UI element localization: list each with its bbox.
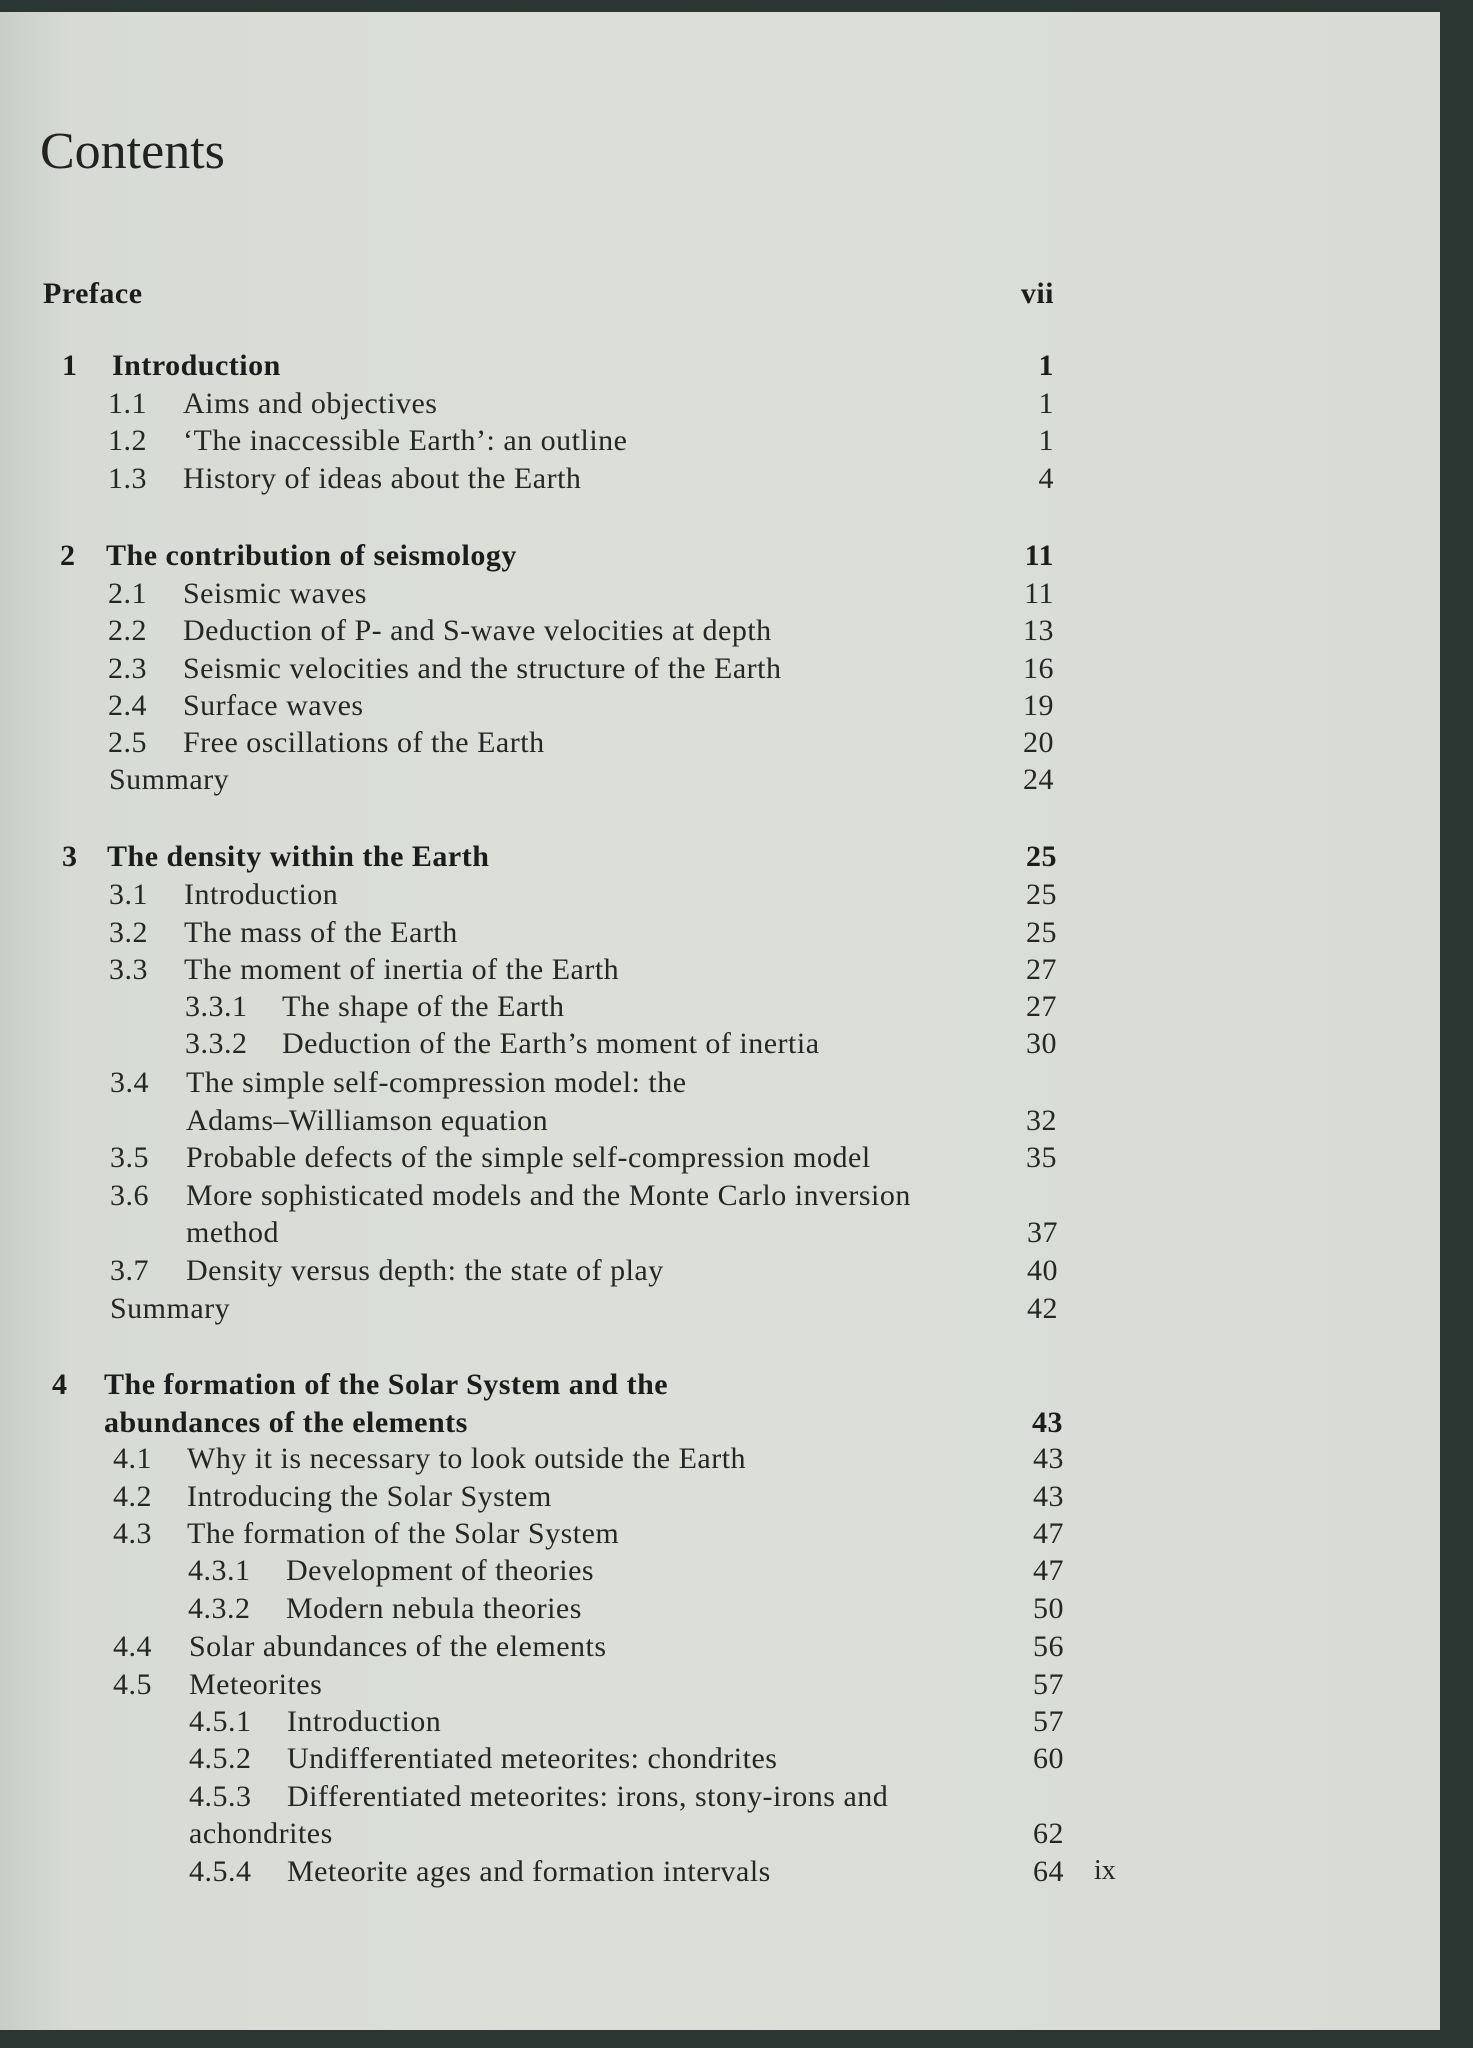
toc-entry-number: 2.2 bbox=[108, 614, 147, 647]
toc-entry-page: 11 bbox=[1024, 577, 1054, 610]
toc-entry-page: 1 bbox=[1038, 387, 1054, 420]
toc-entry bbox=[0, 1177, 1440, 1215]
toc-entry-page: 47 bbox=[1033, 1517, 1064, 1550]
book-page bbox=[0, 12, 1440, 2030]
toc-entry bbox=[0, 1666, 1440, 1704]
toc-entry-page: 27 bbox=[1026, 990, 1057, 1023]
toc-entry-number: 3 bbox=[62, 840, 78, 873]
toc-entry-title: The contribution of seismology bbox=[106, 539, 517, 572]
toc-entry bbox=[0, 275, 1440, 313]
toc-entry-page: 60 bbox=[1033, 1742, 1064, 1775]
toc-entry bbox=[0, 1628, 1440, 1666]
toc-entry-page: 43 bbox=[1033, 1480, 1064, 1513]
toc-entry-title: Surface waves bbox=[183, 689, 364, 722]
toc-entry-number: 2 bbox=[60, 539, 76, 572]
toc-entry bbox=[0, 1552, 1440, 1590]
toc-entry-title: Introduction bbox=[287, 1705, 442, 1738]
toc-entry-number: 3.4 bbox=[110, 1066, 149, 1099]
toc-entry-number: 4.5.4 bbox=[189, 1855, 252, 1888]
toc-entry bbox=[0, 838, 1440, 876]
toc-entry-title: Seismic waves bbox=[183, 577, 367, 610]
toc-entry-page: 13 bbox=[1023, 614, 1054, 647]
toc-entry-page: 27 bbox=[1026, 953, 1057, 986]
toc-entry-page: 16 bbox=[1023, 652, 1054, 685]
toc-entry-number: 2.5 bbox=[108, 726, 147, 759]
toc-entry-number: 3.5 bbox=[110, 1141, 149, 1174]
toc-entry-page: vii bbox=[1020, 277, 1054, 310]
toc-entry bbox=[0, 1252, 1440, 1290]
toc-entry bbox=[0, 1290, 1440, 1328]
toc-entry-page: 4 bbox=[1038, 462, 1054, 495]
toc-entry-title: Summary bbox=[110, 1292, 231, 1325]
toc-entry-number: 4.2 bbox=[113, 1480, 152, 1513]
toc-entry-title: Summary bbox=[109, 763, 230, 796]
toc-entry-number: 2.3 bbox=[108, 652, 147, 685]
toc-entry-title: Introducing the Solar System bbox=[187, 1480, 552, 1513]
toc-entry-title: achondrites bbox=[189, 1817, 333, 1850]
toc-entry-title: The formation of the Solar System and the bbox=[104, 1368, 669, 1401]
toc-entry-title: Free oscillations of the Earth bbox=[183, 726, 545, 759]
toc-entry-page: 47 bbox=[1033, 1554, 1064, 1587]
toc-entry-page: 30 bbox=[1026, 1027, 1057, 1060]
toc-entry bbox=[0, 1853, 1440, 1891]
toc-entry-page: 24 bbox=[1023, 763, 1054, 796]
toc-entry-title: The formation of the Solar System bbox=[187, 1517, 620, 1550]
toc-entry bbox=[0, 1778, 1440, 1816]
toc-entry bbox=[0, 422, 1440, 460]
toc-entry-number: 4 bbox=[52, 1368, 68, 1401]
toc-entry-page: 40 bbox=[1027, 1254, 1058, 1287]
toc-entry-number: 2.4 bbox=[108, 689, 147, 722]
toc-entry bbox=[0, 1703, 1440, 1741]
toc-entry-page: 25 bbox=[1026, 916, 1057, 949]
toc-entry-page: 42 bbox=[1027, 1292, 1058, 1325]
toc-entry-page: 57 bbox=[1033, 1668, 1064, 1701]
toc-entry bbox=[0, 1590, 1440, 1628]
toc-entry-title: Meteorites bbox=[189, 1668, 323, 1701]
toc-entry-page: 64 bbox=[1033, 1855, 1064, 1888]
table-of-contents bbox=[0, 12, 1440, 2030]
toc-entry-number: 2.1 bbox=[108, 577, 147, 610]
toc-entry bbox=[0, 1214, 1440, 1252]
toc-entry-title: Preface bbox=[43, 277, 143, 310]
toc-entry bbox=[0, 1366, 1440, 1404]
toc-entry-number: 4.3.2 bbox=[188, 1592, 251, 1625]
toc-entry-number: 1.1 bbox=[108, 387, 147, 420]
toc-entry-page: 1 bbox=[1038, 424, 1054, 457]
toc-entry-title: Deduction of P- and S-wave velocities at depth bbox=[183, 614, 772, 647]
toc-entry bbox=[0, 1064, 1440, 1102]
toc-entry bbox=[0, 650, 1440, 688]
toc-entry bbox=[0, 724, 1440, 762]
toc-entry-title: The moment of inertia of the Earth bbox=[184, 953, 620, 986]
page-title: Contents bbox=[40, 123, 225, 180]
toc-entry-title: More sophisticated models and the Monte Carlo inversion bbox=[186, 1179, 911, 1212]
toc-entry-page: 11 bbox=[1024, 539, 1054, 572]
toc-entry-page: 50 bbox=[1033, 1592, 1064, 1625]
toc-entry-page: 1 bbox=[1038, 349, 1054, 382]
toc-entry-title: Deduction of the Earth’s moment of inertia bbox=[282, 1027, 820, 1060]
toc-entry-title: Solar abundances of the elements bbox=[189, 1630, 607, 1663]
toc-entry-page: 43 bbox=[1033, 1442, 1064, 1475]
toc-entry bbox=[0, 1740, 1440, 1778]
toc-entry-title: Density versus depth: the state of play bbox=[186, 1254, 664, 1287]
toc-entry bbox=[0, 988, 1440, 1026]
toc-entry-title: Why it is necessary to look outside the Earth bbox=[187, 1442, 747, 1475]
toc-entry-page: 35 bbox=[1026, 1141, 1057, 1174]
toc-entry bbox=[0, 876, 1440, 914]
toc-entry bbox=[0, 575, 1440, 613]
toc-entry bbox=[0, 1102, 1440, 1140]
toc-entry-page: 25 bbox=[1026, 840, 1057, 873]
toc-entry-title: The density within the Earth bbox=[107, 840, 490, 873]
toc-entry-number: 1.2 bbox=[108, 424, 147, 457]
toc-entry-title: The mass of the Earth bbox=[184, 916, 458, 949]
toc-entry bbox=[0, 460, 1440, 498]
toc-entry-page: 56 bbox=[1033, 1630, 1064, 1663]
toc-entry-title: Meteorite ages and formation intervals bbox=[287, 1855, 771, 1888]
toc-entry-page: 32 bbox=[1026, 1104, 1057, 1137]
toc-entry bbox=[0, 1815, 1440, 1853]
toc-entry-number: 4.5.3 bbox=[189, 1780, 252, 1813]
toc-entry-page: 20 bbox=[1023, 726, 1054, 759]
toc-entry bbox=[0, 1515, 1440, 1553]
page-number: ix bbox=[1094, 1855, 1116, 1886]
toc-entry-title: Modern nebula theories bbox=[286, 1592, 582, 1625]
toc-entry-number: 4.3.1 bbox=[188, 1554, 251, 1587]
toc-entry-title: Undifferentiated meteorites: chondrites bbox=[287, 1742, 778, 1775]
toc-entry bbox=[0, 537, 1440, 575]
toc-entry-title: Differentiated meteorites: irons, stony-irons and bbox=[287, 1780, 889, 1813]
toc-entry-title: Development of theories bbox=[286, 1554, 595, 1587]
toc-entry-page: 62 bbox=[1033, 1817, 1064, 1850]
toc-entry-title: Aims and objectives bbox=[183, 387, 438, 420]
toc-entry-page: 43 bbox=[1032, 1406, 1063, 1439]
toc-entry-number: 3.3 bbox=[109, 953, 148, 986]
toc-entry-number: 4.3 bbox=[113, 1517, 152, 1550]
toc-entry bbox=[0, 1440, 1440, 1478]
toc-entry-title: ‘The inaccessible Earth’: an outline bbox=[183, 424, 628, 457]
toc-entry bbox=[0, 612, 1440, 650]
toc-entry-number: 3.3.1 bbox=[185, 990, 248, 1023]
toc-entry bbox=[0, 761, 1440, 799]
toc-entry-title: History of ideas about the Earth bbox=[183, 462, 582, 495]
toc-entry-page: 25 bbox=[1026, 878, 1057, 911]
toc-entry bbox=[0, 385, 1440, 423]
toc-entry-title: The simple self-compression model: the bbox=[186, 1066, 687, 1099]
toc-entry-number: 3.2 bbox=[109, 916, 148, 949]
toc-entry-title: Introduction bbox=[112, 349, 281, 382]
toc-entry-title: The shape of the Earth bbox=[282, 990, 565, 1023]
toc-entry-title: Seismic velocities and the structure of the Earth bbox=[183, 652, 782, 685]
toc-entry-number: 1 bbox=[62, 349, 78, 382]
toc-entry bbox=[0, 1025, 1440, 1063]
toc-entry-number: 3.1 bbox=[109, 878, 148, 911]
toc-entry-page: 57 bbox=[1033, 1705, 1064, 1738]
toc-entry bbox=[0, 1139, 1440, 1177]
toc-entry-number: 3.6 bbox=[110, 1179, 149, 1212]
toc-entry-title: Adams–Williamson equation bbox=[186, 1104, 549, 1137]
toc-entry-title: method bbox=[186, 1216, 279, 1249]
toc-entry bbox=[0, 347, 1440, 385]
toc-entry-number: 3.3.2 bbox=[185, 1027, 248, 1060]
toc-entry bbox=[0, 1404, 1440, 1442]
toc-entry-number: 4.5.2 bbox=[189, 1742, 252, 1775]
toc-entry bbox=[0, 951, 1440, 989]
toc-entry-title: Probable defects of the simple self-compression model bbox=[186, 1141, 871, 1174]
toc-entry bbox=[0, 914, 1440, 952]
toc-entry-page: 19 bbox=[1023, 689, 1054, 722]
toc-entry-number: 4.5 bbox=[113, 1668, 152, 1701]
toc-entry-number: 4.4 bbox=[113, 1630, 152, 1663]
toc-entry bbox=[0, 687, 1440, 725]
toc-entry bbox=[0, 1478, 1440, 1516]
toc-entry-title: abundances of the elements bbox=[104, 1406, 468, 1439]
toc-entry-page: 37 bbox=[1027, 1216, 1058, 1249]
toc-entry-number: 4.1 bbox=[113, 1442, 152, 1475]
toc-entry-number: 3.7 bbox=[110, 1254, 149, 1287]
toc-entry-number: 1.3 bbox=[108, 462, 147, 495]
toc-entry-title: Introduction bbox=[184, 878, 339, 911]
toc-entry-number: 4.5.1 bbox=[189, 1705, 252, 1738]
